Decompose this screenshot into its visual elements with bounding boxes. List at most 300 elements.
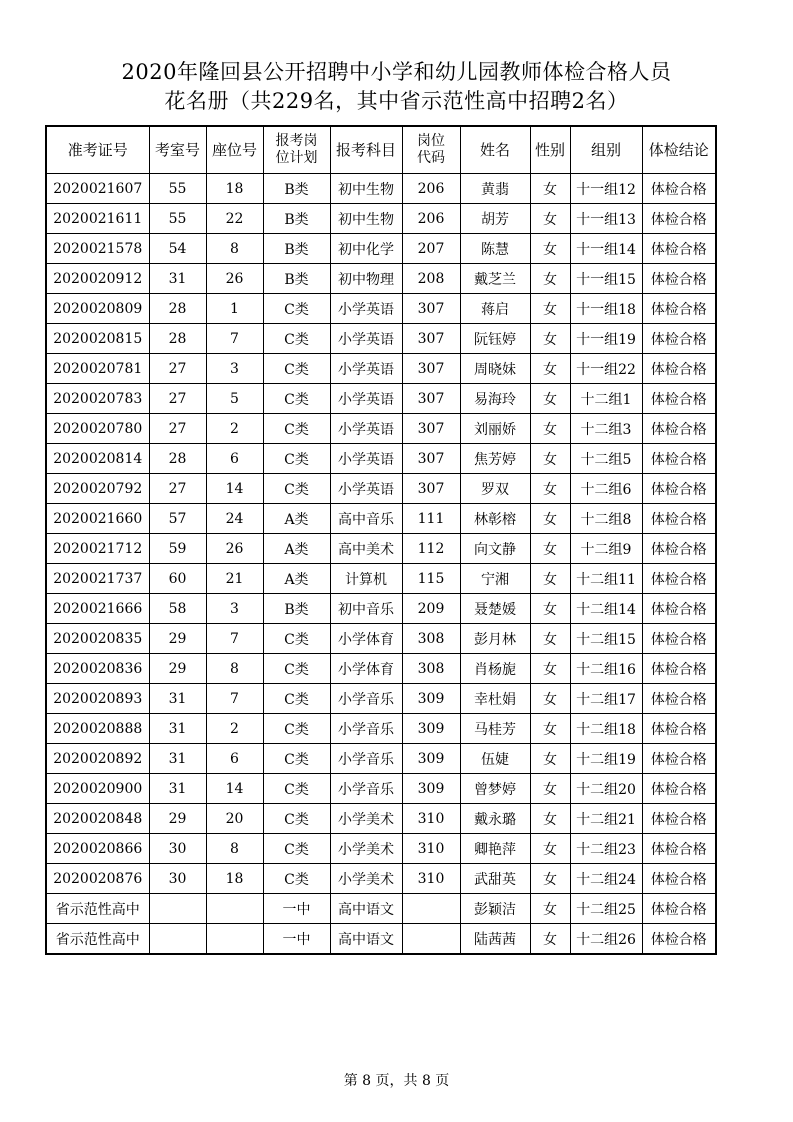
cell-subject: 小学英语 <box>330 354 402 384</box>
cell-result: 体检合格 <box>642 474 716 504</box>
cell-room: 28 <box>149 444 206 474</box>
cell-gender: 女 <box>530 744 570 774</box>
cell-room <box>149 894 206 924</box>
cell-plan: C类 <box>263 714 330 744</box>
cell-group: 十二组14 <box>570 594 642 624</box>
cell-group: 十二组24 <box>570 864 642 894</box>
table-row <box>46 354 716 384</box>
cell-room: 31 <box>149 714 206 744</box>
cell-plan: C类 <box>263 384 330 414</box>
cell-code: 310 <box>402 834 460 864</box>
cell-plan: 一中 <box>263 924 330 955</box>
cell-subject: 小学英语 <box>330 474 402 504</box>
cell-exam-id: 2020020900 <box>46 774 149 804</box>
cell-exam-id: 2020020835 <box>46 624 149 654</box>
cell-result: 体检合格 <box>642 504 716 534</box>
cell-gender: 女 <box>530 654 570 684</box>
cell-seat: 3 <box>206 594 263 624</box>
table-row <box>46 684 716 714</box>
cell-subject: 初中物理 <box>330 264 402 294</box>
cell-code: 115 <box>402 564 460 594</box>
cell-name: 周晓妹 <box>460 354 530 384</box>
cell-result: 体检合格 <box>642 174 716 204</box>
cell-group: 十二组17 <box>570 684 642 714</box>
cell-group: 十一组22 <box>570 354 642 384</box>
table-row <box>46 894 716 924</box>
cell-exam-id: 2020020781 <box>46 354 149 384</box>
cell-plan: C类 <box>263 654 330 684</box>
cell-exam-id: 2020020893 <box>46 684 149 714</box>
cell-result: 体检合格 <box>642 234 716 264</box>
cell-subject: 高中语文 <box>330 894 402 924</box>
cell-name: 彭颖洁 <box>460 894 530 924</box>
cell-code: 309 <box>402 774 460 804</box>
cell-code: 209 <box>402 594 460 624</box>
cell-code: 309 <box>402 684 460 714</box>
cell-plan: C类 <box>263 864 330 894</box>
table-row <box>46 594 716 624</box>
cell-room: 60 <box>149 564 206 594</box>
cell-seat: 8 <box>206 834 263 864</box>
cell-subject: 小学体育 <box>330 624 402 654</box>
cell-room: 27 <box>149 384 206 414</box>
cell-room: 27 <box>149 414 206 444</box>
cell-exam-id: 2020021578 <box>46 234 149 264</box>
cell-name: 武甜英 <box>460 864 530 894</box>
cell-room: 59 <box>149 534 206 564</box>
cell-seat: 8 <box>206 234 263 264</box>
cell-name: 林彰榕 <box>460 504 530 534</box>
cell-name: 易海玲 <box>460 384 530 414</box>
table-row <box>46 324 716 354</box>
cell-exam-id: 2020020848 <box>46 804 149 834</box>
cell-gender: 女 <box>530 234 570 264</box>
cell-gender: 女 <box>530 294 570 324</box>
cell-room: 29 <box>149 624 206 654</box>
cell-name: 黄翡 <box>460 174 530 204</box>
cell-code <box>402 894 460 924</box>
cell-exam-id: 2020020815 <box>46 324 149 354</box>
cell-result: 体检合格 <box>642 804 716 834</box>
cell-exam-id: 省示范性高中 <box>46 924 149 955</box>
cell-result: 体检合格 <box>642 774 716 804</box>
cell-exam-id: 2020021607 <box>46 174 149 204</box>
cell-exam-id: 2020021666 <box>46 594 149 624</box>
table-row <box>46 654 716 684</box>
cell-seat: 20 <box>206 804 263 834</box>
cell-result: 体检合格 <box>642 834 716 864</box>
cell-plan: C类 <box>263 834 330 864</box>
table-row <box>46 864 716 894</box>
table-row <box>46 534 716 564</box>
cell-room: 28 <box>149 294 206 324</box>
cell-plan: C类 <box>263 624 330 654</box>
cell-code: 307 <box>402 294 460 324</box>
cell-result: 体检合格 <box>642 354 716 384</box>
cell-name: 蒋启 <box>460 294 530 324</box>
cell-subject: 小学美术 <box>330 804 402 834</box>
cell-seat: 7 <box>206 624 263 654</box>
cell-gender: 女 <box>530 384 570 414</box>
cell-exam-id: 省示范性高中 <box>46 894 149 924</box>
cell-seat: 14 <box>206 774 263 804</box>
cell-name: 焦芳婷 <box>460 444 530 474</box>
cell-group: 十二组18 <box>570 714 642 744</box>
cell-exam-id: 2020021660 <box>46 504 149 534</box>
cell-code: 307 <box>402 414 460 444</box>
cell-gender: 女 <box>530 684 570 714</box>
cell-plan: B类 <box>263 174 330 204</box>
header-result: 体检结论 <box>642 126 716 174</box>
cell-plan: C类 <box>263 744 330 774</box>
cell-seat: 6 <box>206 444 263 474</box>
cell-exam-id: 2020020792 <box>46 474 149 504</box>
cell-gender: 女 <box>530 564 570 594</box>
table-row <box>46 174 716 204</box>
cell-exam-id: 2020020780 <box>46 414 149 444</box>
cell-name: 向文静 <box>460 534 530 564</box>
cell-exam-id: 2020020809 <box>46 294 149 324</box>
cell-name: 陆茜茜 <box>460 924 530 955</box>
cell-room: 30 <box>149 864 206 894</box>
cell-gender: 女 <box>530 174 570 204</box>
cell-name: 肖杨旎 <box>460 654 530 684</box>
cell-result: 体检合格 <box>642 414 716 444</box>
table-row <box>46 384 716 414</box>
cell-seat: 2 <box>206 414 263 444</box>
cell-plan: B类 <box>263 204 330 234</box>
cell-result: 体检合格 <box>642 264 716 294</box>
cell-room: 29 <box>149 654 206 684</box>
cell-plan: C类 <box>263 294 330 324</box>
table-row <box>46 264 716 294</box>
header-plan <box>263 126 330 174</box>
cell-gender: 女 <box>530 834 570 864</box>
cell-code: 308 <box>402 654 460 684</box>
cell-room: 54 <box>149 234 206 264</box>
cell-name: 幸杜娟 <box>460 684 530 714</box>
cell-subject: 高中语文 <box>330 924 402 955</box>
cell-plan: C类 <box>263 684 330 714</box>
cell-subject: 小学音乐 <box>330 774 402 804</box>
cell-subject: 小学英语 <box>330 384 402 414</box>
header-exam-id: 准考证号 <box>46 126 149 174</box>
cell-exam-id: 2020020814 <box>46 444 149 474</box>
cell-subject: 小学英语 <box>330 324 402 354</box>
cell-name: 宁湘 <box>460 564 530 594</box>
cell-code: 310 <box>402 804 460 834</box>
cell-subject: 高中美术 <box>330 534 402 564</box>
cell-group: 十二组5 <box>570 444 642 474</box>
cell-code: 309 <box>402 744 460 774</box>
cell-room: 57 <box>149 504 206 534</box>
cell-name: 阮钰婷 <box>460 324 530 354</box>
cell-result: 体检合格 <box>642 714 716 744</box>
cell-result: 体检合格 <box>642 684 716 714</box>
cell-name: 刘丽娇 <box>460 414 530 444</box>
cell-name: 卿艳萍 <box>460 834 530 864</box>
cell-plan: B类 <box>263 594 330 624</box>
cell-group: 十二组21 <box>570 804 642 834</box>
cell-seat: 1 <box>206 294 263 324</box>
cell-gender: 女 <box>530 624 570 654</box>
cell-code: 307 <box>402 444 460 474</box>
cell-seat: 8 <box>206 654 263 684</box>
cell-seat: 26 <box>206 534 263 564</box>
cell-subject: 小学体育 <box>330 654 402 684</box>
cell-code: 206 <box>402 204 460 234</box>
header-room: 考室号 <box>149 126 206 174</box>
header-subject: 报考科目 <box>330 126 402 174</box>
table-row <box>46 624 716 654</box>
cell-subject: 小学音乐 <box>330 684 402 714</box>
cell-seat: 3 <box>206 354 263 384</box>
cell-room: 31 <box>149 774 206 804</box>
cell-exam-id: 2020020888 <box>46 714 149 744</box>
table-row <box>46 774 716 804</box>
cell-group: 十一组12 <box>570 174 642 204</box>
table-row <box>46 564 716 594</box>
cell-result: 体检合格 <box>642 624 716 654</box>
header-name: 姓名 <box>460 126 530 174</box>
cell-room: 58 <box>149 594 206 624</box>
cell-gender: 女 <box>530 894 570 924</box>
cell-exam-id: 2020020912 <box>46 264 149 294</box>
cell-room: 29 <box>149 804 206 834</box>
cell-subject: 小学音乐 <box>330 714 402 744</box>
cell-subject: 计算机 <box>330 564 402 594</box>
cell-group: 十一组14 <box>570 234 642 264</box>
cell-seat: 5 <box>206 384 263 414</box>
cell-seat: 22 <box>206 204 263 234</box>
cell-code: 111 <box>402 504 460 534</box>
cell-group: 十二组23 <box>570 834 642 864</box>
cell-group: 十一组13 <box>570 204 642 234</box>
cell-subject: 小学英语 <box>330 444 402 474</box>
cell-plan: C类 <box>263 774 330 804</box>
cell-group: 十二组1 <box>570 384 642 414</box>
cell-group: 十二组19 <box>570 744 642 774</box>
cell-group: 十二组6 <box>570 474 642 504</box>
cell-result: 体检合格 <box>642 654 716 684</box>
cell-seat: 2 <box>206 714 263 744</box>
cell-result: 体检合格 <box>642 384 716 414</box>
cell-seat: 21 <box>206 564 263 594</box>
cell-subject: 初中生物 <box>330 174 402 204</box>
cell-exam-id: 2020020783 <box>46 384 149 414</box>
cell-plan: A类 <box>263 534 330 564</box>
cell-gender: 女 <box>530 414 570 444</box>
cell-group: 十二组16 <box>570 654 642 684</box>
cell-subject: 小学美术 <box>330 834 402 864</box>
table-header-row <box>46 126 716 174</box>
cell-code: 309 <box>402 714 460 744</box>
cell-group: 十二组3 <box>570 414 642 444</box>
cell-room: 55 <box>149 174 206 204</box>
header-seat: 座位号 <box>206 126 263 174</box>
cell-group: 十二组11 <box>570 564 642 594</box>
cell-plan: 一中 <box>263 894 330 924</box>
cell-group: 十一组18 <box>570 294 642 324</box>
header-code-line2: 代码 <box>417 150 445 166</box>
cell-result: 体检合格 <box>642 564 716 594</box>
cell-seat: 24 <box>206 504 263 534</box>
cell-code: 308 <box>402 624 460 654</box>
cell-gender: 女 <box>530 504 570 534</box>
cell-name: 聂楚媛 <box>460 594 530 624</box>
cell-room: 55 <box>149 204 206 234</box>
cell-code <box>402 924 460 955</box>
cell-subject: 初中化学 <box>330 234 402 264</box>
cell-result: 体检合格 <box>642 324 716 354</box>
cell-subject: 小学音乐 <box>330 744 402 774</box>
cell-plan: C类 <box>263 474 330 504</box>
cell-room: 31 <box>149 684 206 714</box>
cell-plan: C类 <box>263 444 330 474</box>
cell-gender: 女 <box>530 444 570 474</box>
header-code <box>402 126 460 174</box>
cell-room: 28 <box>149 324 206 354</box>
cell-seat: 6 <box>206 744 263 774</box>
cell-exam-id: 2020020892 <box>46 744 149 774</box>
cell-subject: 小学英语 <box>330 414 402 444</box>
cell-result: 体检合格 <box>642 894 716 924</box>
cell-name: 罗双 <box>460 474 530 504</box>
cell-exam-id: 2020020876 <box>46 864 149 894</box>
cell-group: 十二组8 <box>570 504 642 534</box>
cell-result: 体检合格 <box>642 924 716 955</box>
cell-group: 十二组25 <box>570 894 642 924</box>
cell-gender: 女 <box>530 474 570 504</box>
cell-room: 30 <box>149 834 206 864</box>
cell-subject: 初中生物 <box>330 204 402 234</box>
cell-result: 体检合格 <box>642 204 716 234</box>
header-plan-line1: 报考岗 <box>275 133 318 149</box>
cell-exam-id: 2020021737 <box>46 564 149 594</box>
table-row <box>46 444 716 474</box>
cell-code: 307 <box>402 384 460 414</box>
cell-gender: 女 <box>530 264 570 294</box>
cell-seat <box>206 894 263 924</box>
cell-gender: 女 <box>530 534 570 564</box>
cell-exam-id: 2020020866 <box>46 834 149 864</box>
cell-group: 十二组26 <box>570 924 642 955</box>
table-row <box>46 474 716 504</box>
cell-name: 戴永璐 <box>460 804 530 834</box>
cell-result: 体检合格 <box>642 864 716 894</box>
cell-code: 208 <box>402 264 460 294</box>
cell-group: 十二组15 <box>570 624 642 654</box>
header-gender: 性别 <box>530 126 570 174</box>
cell-group: 十一组15 <box>570 264 642 294</box>
table-row <box>46 744 716 774</box>
table-row <box>46 504 716 534</box>
cell-plan: C类 <box>263 414 330 444</box>
cell-seat: 18 <box>206 174 263 204</box>
cell-room: 31 <box>149 744 206 774</box>
document-title <box>0 58 793 116</box>
cell-group: 十二组20 <box>570 774 642 804</box>
cell-gender: 女 <box>530 804 570 834</box>
cell-result: 体检合格 <box>642 744 716 774</box>
table-body <box>46 174 716 955</box>
table-row <box>46 294 716 324</box>
cell-plan: C类 <box>263 354 330 384</box>
table-row <box>46 924 716 955</box>
cell-name: 胡芳 <box>460 204 530 234</box>
cell-group: 十二组9 <box>570 534 642 564</box>
table-row <box>46 804 716 834</box>
cell-code: 206 <box>402 174 460 204</box>
table-row <box>46 834 716 864</box>
cell-code: 207 <box>402 234 460 264</box>
page-footer: 第 8 页，共 8 页 <box>343 1073 450 1089</box>
cell-plan: A类 <box>263 564 330 594</box>
cell-subject: 小学英语 <box>330 294 402 324</box>
table-row <box>46 204 716 234</box>
cell-seat: 18 <box>206 864 263 894</box>
cell-plan: B类 <box>263 234 330 264</box>
cell-plan: B类 <box>263 264 330 294</box>
cell-room <box>149 924 206 955</box>
header-code-line1: 岗位 <box>417 133 445 149</box>
cell-gender: 女 <box>530 354 570 384</box>
roster-table <box>45 125 717 955</box>
cell-name: 马桂芳 <box>460 714 530 744</box>
cell-room: 27 <box>149 474 206 504</box>
cell-seat: 7 <box>206 684 263 714</box>
cell-gender: 女 <box>530 204 570 234</box>
cell-name: 曾梦婷 <box>460 774 530 804</box>
cell-seat: 14 <box>206 474 263 504</box>
cell-gender: 女 <box>530 594 570 624</box>
table-row <box>46 414 716 444</box>
cell-gender: 女 <box>530 324 570 354</box>
cell-result: 体检合格 <box>642 294 716 324</box>
cell-result: 体检合格 <box>642 534 716 564</box>
header-group: 组别 <box>570 126 642 174</box>
cell-seat: 7 <box>206 324 263 354</box>
cell-result: 体检合格 <box>642 594 716 624</box>
cell-group: 十一组19 <box>570 324 642 354</box>
cell-code: 307 <box>402 354 460 384</box>
cell-gender: 女 <box>530 864 570 894</box>
cell-gender: 女 <box>530 714 570 744</box>
cell-subject: 小学美术 <box>330 864 402 894</box>
cell-plan: A类 <box>263 504 330 534</box>
table-row <box>46 234 716 264</box>
cell-code: 307 <box>402 324 460 354</box>
cell-code: 307 <box>402 474 460 504</box>
cell-subject: 初中音乐 <box>330 594 402 624</box>
cell-name: 戴芝兰 <box>460 264 530 294</box>
cell-gender: 女 <box>530 924 570 955</box>
cell-name: 彭月林 <box>460 624 530 654</box>
title-line-1: 2020年隆回县公开招聘中小学和幼儿园教师体检合格人员 <box>121 60 672 84</box>
header-plan-line2: 位计划 <box>275 150 318 166</box>
cell-seat <box>206 924 263 955</box>
cell-subject: 高中音乐 <box>330 504 402 534</box>
cell-room: 31 <box>149 264 206 294</box>
cell-name: 伍婕 <box>460 744 530 774</box>
table-row <box>46 714 716 744</box>
cell-code: 310 <box>402 864 460 894</box>
cell-seat: 26 <box>206 264 263 294</box>
cell-code: 112 <box>402 534 460 564</box>
cell-exam-id: 2020021712 <box>46 534 149 564</box>
title-line-2: 花名册（共229名，其中省示范性高中招聘2名） <box>164 89 629 113</box>
cell-room: 27 <box>149 354 206 384</box>
